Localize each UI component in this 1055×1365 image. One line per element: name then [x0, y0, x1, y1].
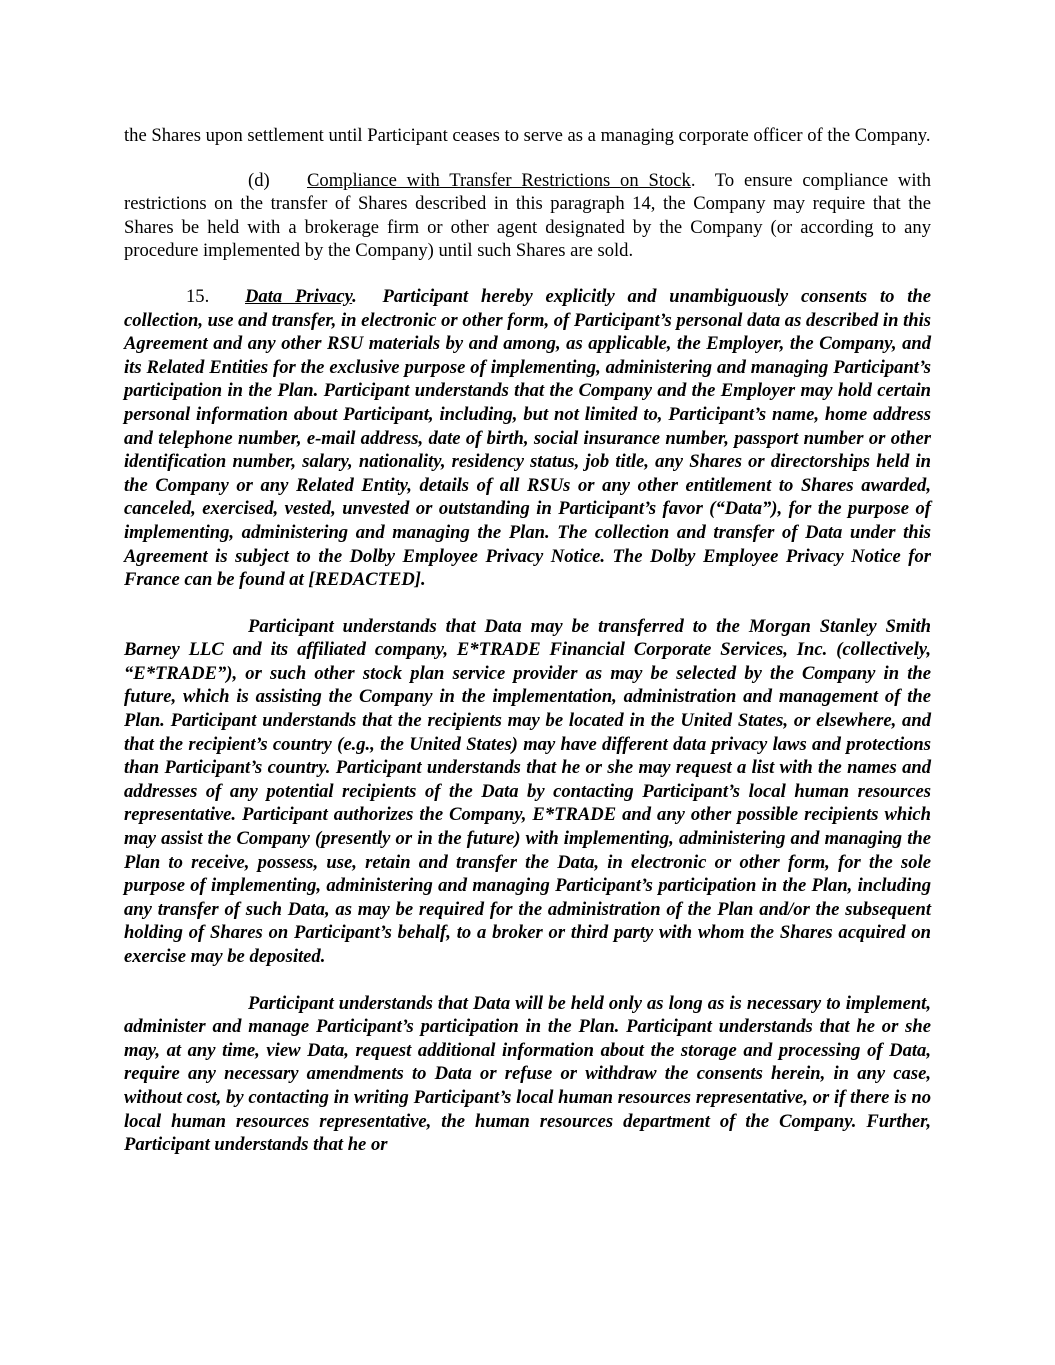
- section-d-body: To ensure compliance with restrictions on the transfer of Shares described in this paragraph 14, the Company may require that the Shares be held with a brokerage firm or other agent designated by the Company (or according to any procedure implemented by the Company) until such Shares are sold.: [124, 169, 931, 262]
- section-d-heading: Compliance with Transfer Restrictions on Stock: [307, 169, 691, 191]
- paragraph-retention-text: Participant understands that Data will be held only as long as is necessary to implement, administer and manage Participant’s participation in the Plan. Participant understands that he or she may, at any time, view Data, request additional information about the storage and processing of Data, require any necessary amendments to Data or refuse or withdraw the consents herein, in any case, without cost, by contacting in writing Participant’s local human resources representative, or if there is no local human resources representative, the human resources department of the Company. Further, Participant understands that he or: [124, 992, 931, 1156]
- section-15-heading: Data Privacy: [245, 285, 353, 307]
- section-d-heading-end: .: [690, 169, 696, 191]
- section-15-number: 15.: [186, 285, 210, 307]
- section-d-marker: (d): [248, 169, 270, 191]
- paragraph-carryover-text: the Shares upon settlement until Participant ceases to serve as a managing corporate officer of the Company.: [124, 125, 931, 146]
- paragraph-recipients-text: Participant understands that Data may be transferred to the Morgan Stanley Smith Barney LLC and its affiliated company, E*TRADE Financial Corporate Services, Inc. (collectively, “E*TRADE”), or such other stock plan service provider as may be selected by the Company in the future, which is assisting the Company in the implementation, administration and management of the Plan. Participant understands that the recipients may be located in the United States, or elsewhere, and that the recipient’s country (e.g., the United States) may have different data privacy laws and protections than Participant’s country. Participant understands that he or she may request a list with the names and addresses of any potential recipients of the Data by contacting Participant’s local human resources representative. Participant authorizes the Company, E*TRADE and any other possible recipients which may assist the Company (presently or in the future) with implementing, administering and managing the Plan to receive, possess, use, retain and transfer the Data, in electronic or other form, for the sole purpose of implementing, administering and managing Participant’s participation in the Plan, including any transfer of such Data, as may be required for the administration of the Plan and/or the subsequent holding of Shares on Participant’s behalf, to a broker or third party with whom the Shares acquired on exercise may be deposited.: [124, 615, 931, 967]
- section-15-body: Participant hereby explicitly and unambiguously consents to the collection, use and transfer, in electronic or other form, of Participant’s personal data as described in this Agreement and any other RSU materials by and among, as applicable, the Employer, the Company, and its Related Entities for the exclusive purpose of implementing, administering and managing Participant’s participation in the Plan. Participant understands that the Company and the Employer may hold certain personal information about Participant, including, but not limited to, Participant’s name, home address and telephone number, e-mail address, date of birth, social insurance number, passport number or other identification number, salary, nationality, residency status, job title, any Shares or directorships held in the Company or any Related Entity, details of all RSUs or any other entitlement to Shares awarded, canceled, exercised, vested, unvested or outstanding in Participant’s favor (“Data”), for the purpose of implementing, administering and managing the Plan. The collection and transfer of Data under this Agreement is subject to the Dolby Employee Privacy Notice. The Dolby Employee Privacy Notice for France can be found at [REDACTED].: [124, 285, 931, 591]
- paragraph-recipients: [124, 615, 931, 969]
- paragraph-carryover: [124, 124, 931, 148]
- section-15: [124, 285, 931, 592]
- section-15-heading-end: .: [352, 285, 357, 307]
- paragraph-retention: [124, 992, 931, 1157]
- section-d: [124, 169, 931, 263]
